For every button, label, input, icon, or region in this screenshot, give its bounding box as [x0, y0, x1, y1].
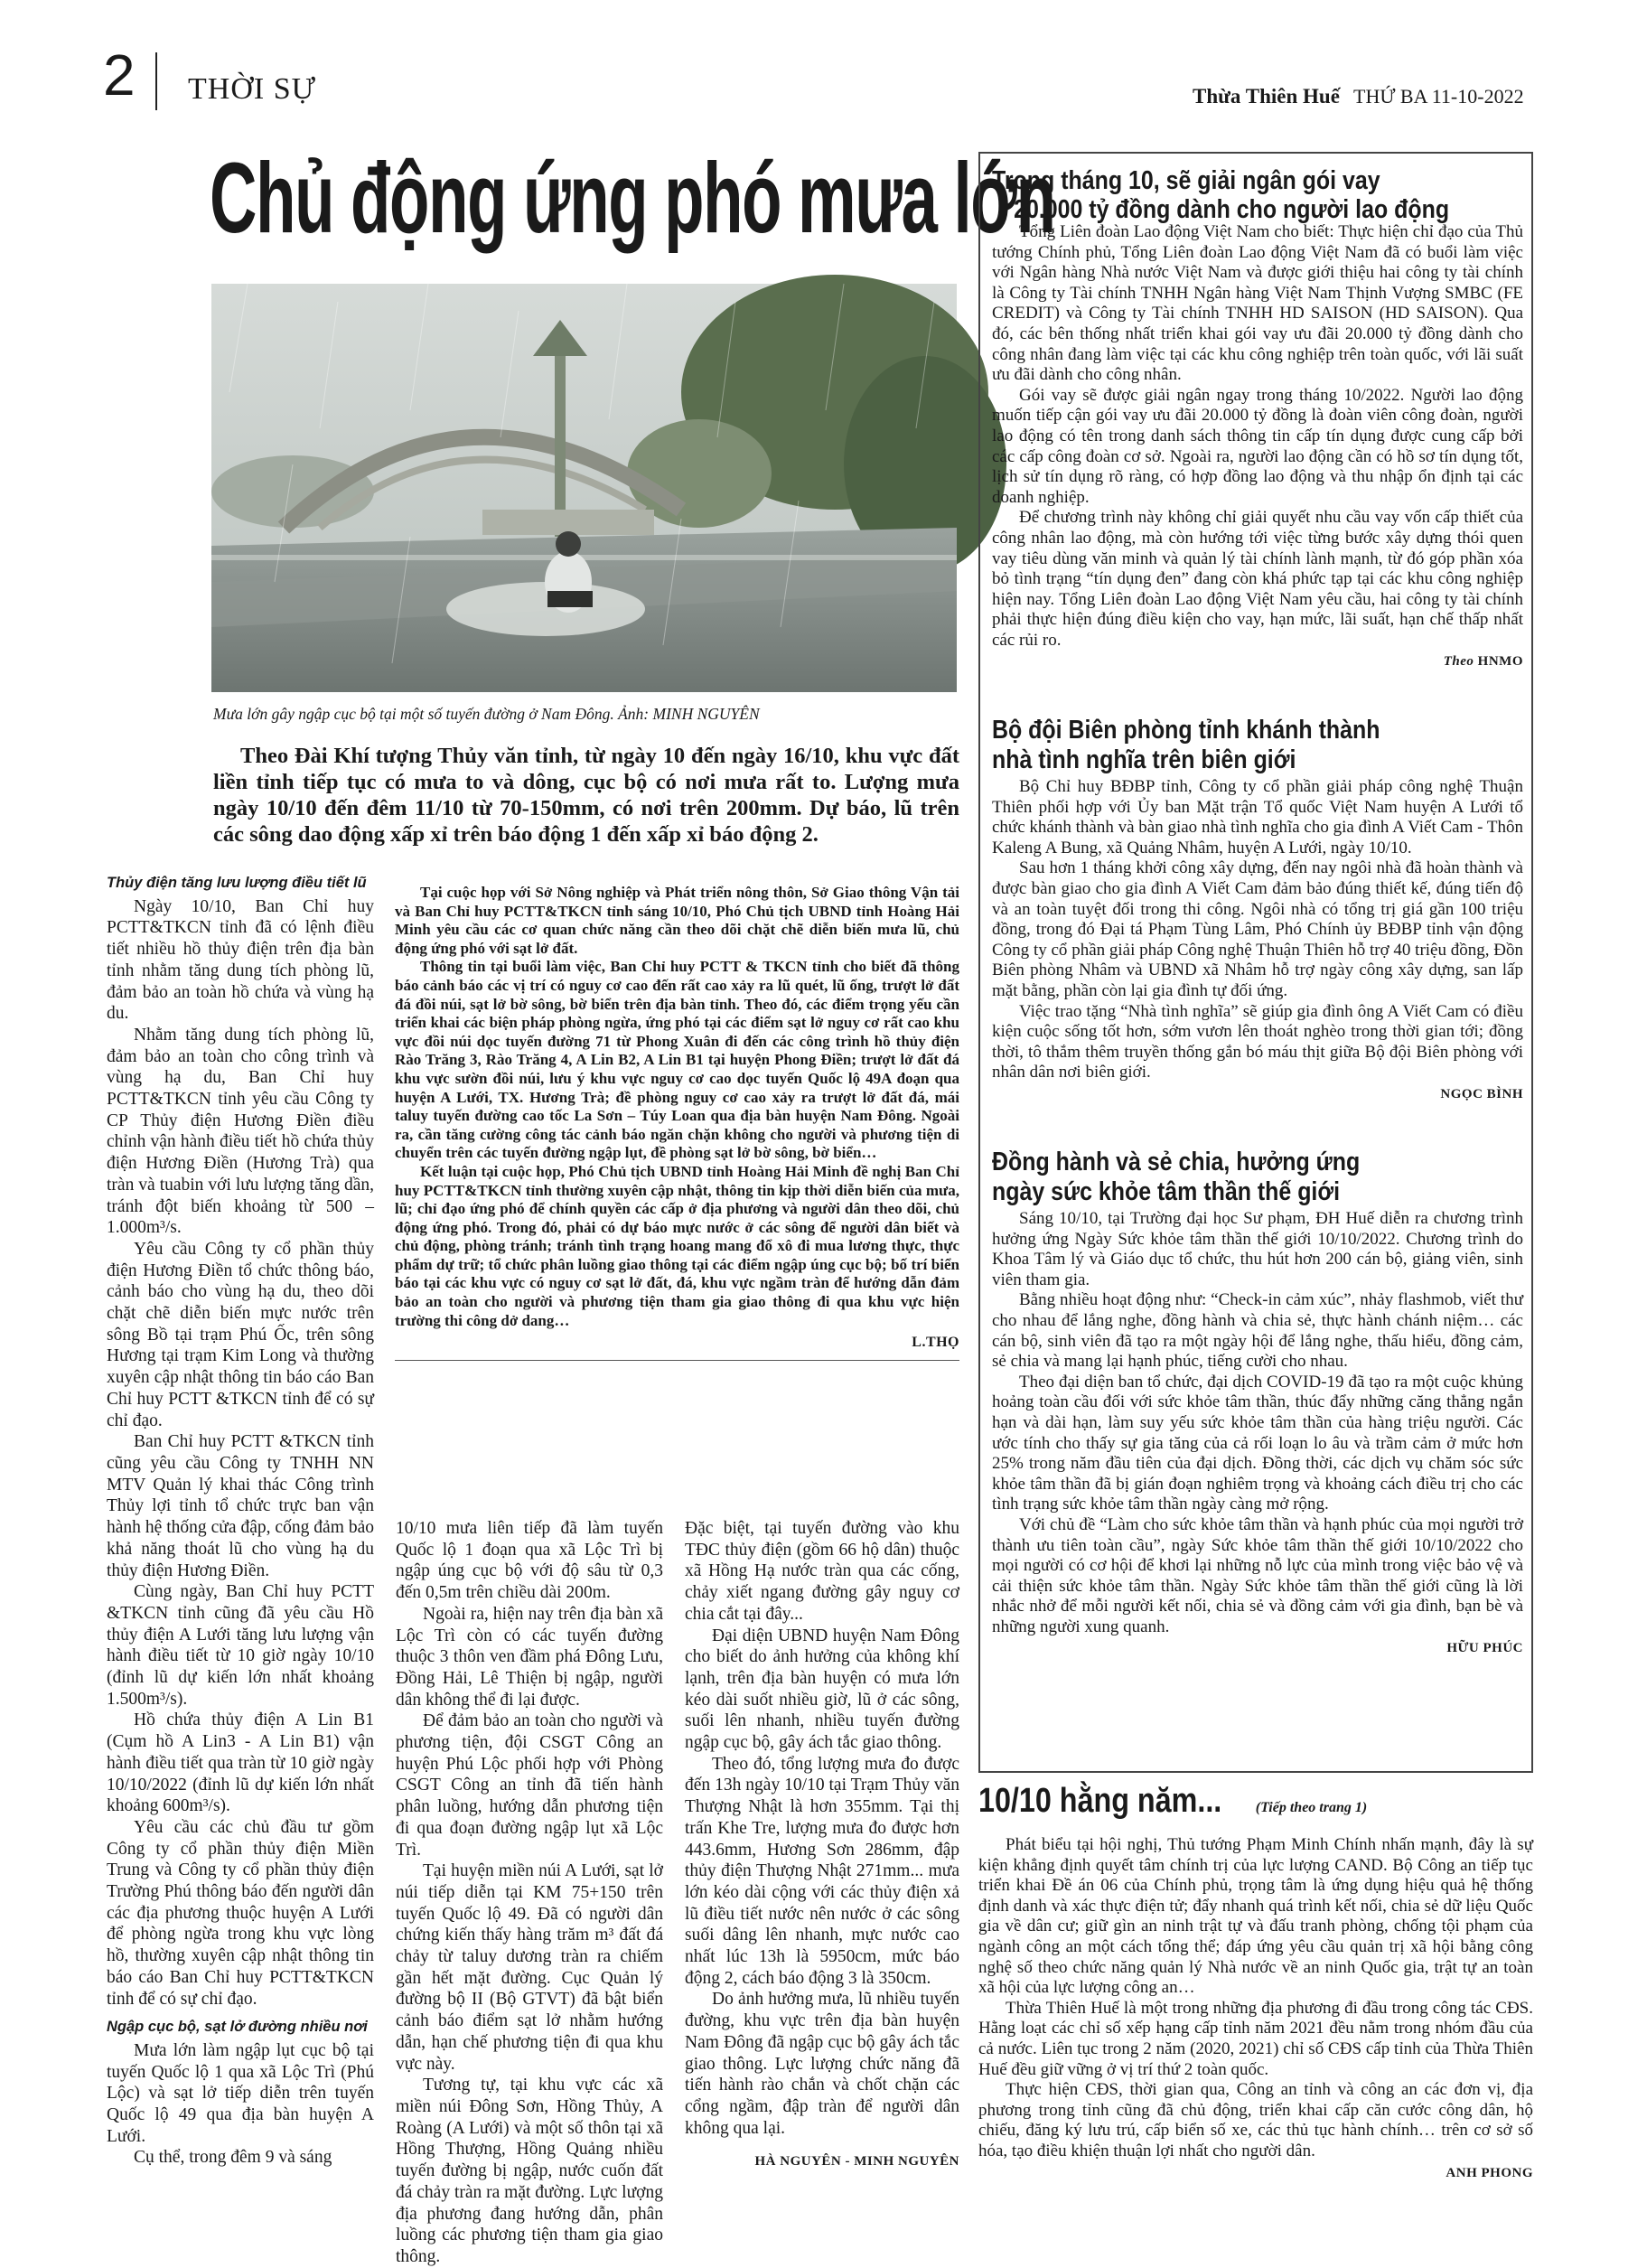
meeting-box-credit: L.THỌ [912, 1335, 959, 1351]
main-column-2 [396, 1518, 663, 2268]
continued-article-credit: ANH PHONG [1446, 2165, 1533, 2180]
headline-line: 20.000 tỷ đồng dành cho người lao động [1014, 195, 1450, 224]
flood-photo [211, 284, 957, 692]
sidebar-paragraph: Sáng 10/10, tại Trường đại học Sư phạm, ĐH Huế diễn ra chương trình hưởng ứng Ngày Sức khỏe tâm thần thế giới 10/10/2022. Chương trình do Khoa Tâm lý và Giáo dục tổ chức, thu hút hơn 200 cán bộ, giảng viên, sinh viên tham gia. [992, 1209, 1523, 1289]
sidebar-article-loan [992, 166, 1523, 670]
continued-article [978, 1782, 1533, 2181]
main-column-3 [685, 1518, 959, 2173]
col3-paragraph: Đại diện UBND huyện Nam Đông cho biết do ảnh hưởng của không khí lạnh, trên địa bàn huyện có mưa lớn kéo dài suốt nhiều giờ, lũ ở các sông, suối lên nhanh, nhiều tuyến đường ngập cục bộ, gây ách tắc giao thông. [685, 1626, 959, 1753]
newspaper-name: Thừa Thiên Huế [1193, 85, 1340, 108]
col3-paragraph: Đặc biệt, tại tuyến đường vào khu TĐC thủy điện (gồm 66 hộ dân) thuộc xã Hồng Hạ nước tràn qua các cống, chảy xiết ngang đường gây nguy cơ chia cắt tại đây... [685, 1519, 959, 1624]
sidebar-paragraph: Sau hơn 1 tháng khởi công xây dựng, đến nay ngôi nhà đã hoàn thành và được bàn giao cho gia đình A Viết Cam đảm bảo đúng thiết kế, đúng tiến độ và an toàn tuyệt đối trong thi công. Ngôi nhà có tổng trị giá gần 100 triệu đồng, trong đó Đại tá Phạm Tùng Lâm, Phó Chính ủy BĐBP tỉnh vận động Công ty cổ phần giải pháp Công nghệ Thuận Thiên hỗ trợ 40 triệu đồng, Đồn Biên phòng Nhâm và UBND xã Nhâm hỗ trợ ngày công xây dựng, san lấp mặt bằng, phần còn lại gia đình tự đối ứng. [992, 858, 1523, 1000]
issue-date: THỨ BA 11-10-2022 [1353, 85, 1524, 108]
meeting-box-rule [395, 1360, 959, 1361]
sidebar-article-loan-body [992, 222, 1523, 651]
sidebar-paragraph: Bằng nhiều hoạt động như: “Check-in cảm xúc”, nhảy flashmob, viết thư cho nhau để lắng nghe, đồng hành và chia sẻ, thực hành chánh niệm… các cán bộ, sinh viên đã tạo ra một ngày hội để lắng nghe, thấu hiểu, đồng cảm, sẻ chia và mang lại hạnh phúc, tiếng cười cho nhau. [992, 1290, 1523, 1372]
continued-paragraph: Phát biểu tại hội nghị, Thủ tướng Phạm Minh Chính nhấn mạnh, đây là sự kiện khẳng định quyết tâm chính trị của lực lượng CAND. Bộ Công an tiếp tục triển khai Đề án 06 của Chính phủ, trọng tâm là ứng dụng hiệu quả hệ thống định danh và xác thực điện tử; đẩy nhanh quá trình kết nối, chia sẻ dữ liệu Quốc gia về dân cư; giữ gìn an ninh trật tự và đấu tranh phòng, chống tội phạm của ngành công an một cách tổng thể; đáp ứng yêu cầu quản trị xã hội bằng công nghệ số theo chức năng quản lý Nhà nước về an ninh Quốc gia, trật tự an toàn xã hội của lực lượng công an… [978, 1835, 1533, 1998]
continued-paragraph: Thực hiện CĐS, thời gian qua, Công an tỉnh và công an các đơn vị, địa phương trong tỉnh cũng đã chủ động, triển khai cấp căn cước công dân, hộ chiếu, đăng ký lưu trú, cấp biển số xe, các thủ tục hành chính… trên cơ sở số hóa, tạo điều khiện thuận lợi nhất cho người dân. [978, 2080, 1533, 2160]
meeting-box [395, 884, 959, 1361]
sidebar-paragraph: Tổng Liên đoàn Lao động Việt Nam cho biết: Thực hiện chỉ đạo của Thủ tướng Chính phủ, Tổng Liên đoàn Lao động Việt Nam đã có buổi làm việc với Ngân hàng Nhà nước Việt Nam và được giới thiệu hai công ty tài chính là Công ty Tài chính TNHH Ngân hàng Việt Nam Thịnh Vượng SMBC (FE CREDIT) và Công ty Tài chính TNHH HD SAISON (HD SAISON). Qua đó, các bên thống nhất triển khai gói vay ưu đãi 20.000 tỷ đồng dành cho công nhân đang làm việc tại các khu công nghiệp trên toàn quốc, với lãi suất ưu đãi dành cho công nhân. [992, 222, 1523, 385]
col3-paragraph: Do ảnh hưởng mưa, lũ nhiều tuyến đường, khu vực trên địa bàn huyện Nam Đông đã ngập cục bộ gây ách tắc giao thông. Lực lượng chức năng đã tiến hành rào chắn và chốt chặn các cổng ngầm, đập tràn để người dân không qua lại. [685, 1990, 959, 2138]
headline-line: Đồng hành và sẻ chia, hưởng ứng [992, 1148, 1361, 1176]
col1-paragraph: Ban Chỉ huy PCTT &TKCN tỉnh cũng yêu cầu Công ty TNHH NN MTV Quản lý khai thác Công trình Thủy lợi tỉnh tổ chức trực ban vận hành hệ thống cửa đập, cống đảm bảo khả năng thoát lũ cho vùng hạ du thủy điện Hương Điền. [107, 1432, 374, 1580]
headline-line: nhà tình nghĩa trên biên giới [992, 745, 1296, 774]
sidebar-paragraph: Với chủ đề “Làm cho sức khỏe tâm thần và hạnh phúc của mọi người trở thành ưu tiên toàn cầu”, ngày Sức khỏe tâm thần thế giới 10/10/2022 cho mọi người có cơ hội để khơi lại những nỗ lực của mình trong việc bảo vệ và cải thiện sức khỏe tâm thần. Ngày Sức khỏe tâm thần thế giới cũng là lời nhắc nhở để mỗi người kết nối, chia sẻ và đồng cảm với gia đình, bạn bè và những người xung quanh. [992, 1514, 1523, 1636]
headline-line: Bộ đội Biên phòng tỉnh khánh thành [992, 716, 1380, 745]
header-divider-vertical [155, 52, 157, 110]
sidebar-article-border-guard-body [992, 777, 1523, 1083]
sidebar-article-mental-health-body [992, 1209, 1523, 1637]
sidebar-paragraph: Gói vay sẽ được giải ngân ngay trong tháng 10/2022. Người lao động muốn tiếp cận gói vay ưu đãi 20.000 tỷ đồng là đoàn viên công đoàn, người lao động có tên trong danh sách thông tin cấp tín dụng được cung cấp bởi các cấp công đoàn cơ sở. Ngoài ra, người lao động cần có hồ sơ tín dụng tốt, lịch sử tín dụng rõ ràng, có hợp đồng lao động và thu nhập ổn định tại các doanh nghiệp. [992, 385, 1523, 507]
col1-paragraph: Cụ thể, trong đêm 9 và sáng [134, 2148, 332, 2168]
col1-paragraph: Hồ chứa thủy điện A Lin B1 (Cụm hồ A Lin3 - A Lin B1) vận hành điều tiết qua tràn từ 10 giờ ngày 10/10/2022 (đỉnh lũ dự kiến lớn nhất khoảng 600m³/s). [107, 1710, 374, 1816]
col2-paragraph: Ngoài ra, hiện nay trên địa bàn xã Lộc Trì còn có các tuyến đường thuộc 3 thôn ven đầm phá Đông Lưu, Đồng Hải, Lê Thiện bị ngập, người dân không thể đi lại được. [396, 1604, 663, 1710]
col1-paragraph: Mưa lớn làm ngập lụt cục bộ tại tuyến Quốc lộ 1 qua xã Lộc Trì (Phú Lộc) và sạt lở tiếp diễn trên tuyến Quốc lộ 49 qua địa bàn huyện A Lưới. [107, 2040, 374, 2146]
meeting-box-paragraph: Kết luận tại cuộc họp, Phó Chủ tịch UBND tỉnh Hoàng Hải Minh đề nghị Ban Chỉ huy PCTT&TKCN tỉnh thường xuyên cập nhật, thông tin kịp thời diễn biến của mưa, lũ; chỉ đạo ứng phó để chính quyền các cấp ở địa phương và người dân theo dõi, chủ động ứng phó. Trong đó, phải có dự báo mực nước ở các sông để người dân biết và chủ động, phòng tránh; tránh tình trạng hoang mang đổ xô đi mua lương thực, thực phẩm dự trữ; tổ chức phân luồng giao thông tại các điểm ngập úng cục bộ; bố trí biển báo tại các khu vực có nguy cơ sạt lở đất, đá, khu vực ngầm tràn để hướng dẫn đảm bảo an toàn cho người và phương tiện tham gia giao thông đi qua khu vực hiện trường thi công dở dang… [395, 1162, 959, 1329]
headline-line: ngày sức khỏe tâm thần thế giới [992, 1177, 1341, 1206]
col2-paragraph: Tại huyện miền núi A Lưới, sạt lở núi tiếp diễn tại KM 75+150 trên tuyến Quốc lộ 49. Đã có người dân chứng kiến thấy hàng trăm m³ đất đá chảy từ taluy dương tràn ra chiếm gần hết mặt đường. Cục Quản lý đường bộ II (Bộ GTVT) đã bật biển cảnh báo điểm sạt lở nhằm hướng dẫn, hạn chế phương tiện đi qua khu vực này. [396, 1861, 663, 2074]
meeting-box-paragraph: Tại cuộc họp với Sở Nông nghiệp và Phát triển nông thôn, Sở Giao thông Vận tải và Ban Chỉ huy PCTT&TKCN tỉnh sáng 10/10, Phó Chủ tịch UBND tỉnh Hoàng Hải Minh yêu cầu các cơ quan chức năng cần theo dõi chặt chẽ diễn biến mưa lũ, chủ động ứng phó với sạt lở đất. [395, 884, 959, 957]
col2-paragraph: 10/10 mưa liên tiếp đã làm tuyến Quốc lộ 1 đoạn qua xã Lộc Trì bị ngập úng cục bộ với độ sâu từ 0,3 đến 0,5m trên chiều dài 200m. [396, 1519, 663, 1603]
sidebar-paragraph: Để chương trình này không chỉ giải quyết nhu cầu vay vốn cấp thiết của công nhân lao động, mà còn hướng tới việc từng bước xây dựng thói quen vay tiêu dùng văn minh và quản lý tài chính lành mạnh, từ đó góp phần xóa bỏ tình trạng “tín dụng đen” đang còn khá phức tạp tại các khu công nghiệp hiện nay. Tổng Liên đoàn Lao động Việt Nam yêu cầu, hai công ty tài chính phải thực hiện đúng điều kiện cho vay, hạn mức, lãi suất, hạn chế thấp nhất các rủi ro. [992, 508, 1523, 650]
sidebar-article-mental-health-title [992, 1148, 1522, 1207]
continued-paragraph: Thừa Thiên Huế là một trong những địa phương đi đầu trong công tác CĐS. Hằng loạt các chỉ số xếp hạng cấp tỉnh năm 2021 đều nằm trong nhóm đầu của cả nước. Liên tục trong 2 năm (2020, 2021) chỉ số CĐS cấp tỉnh của Thừa Thiên Huế đều giữ vững ở vị trí thứ 2 toàn quốc. [978, 1998, 1533, 2079]
page-number: 2 [103, 42, 136, 108]
col3-paragraph: Theo đó, tổng lượng mưa đo được đến 13h ngày 10/10 tại Trạm Thủy văn Thượng Nhật là hơn 355mm. Tại thị trấn Khe Tre, lượng mưa đo được hơn 443.6mm, Hương Sơn 286mm, đập thủy điện Thượng Nhật 271mm... mưa lớn kéo dài cộng với các thủy điện xả lũ điều tiết nước nên nước ở các sông suối dâng lên nhanh, mực nước cao nhất lúc 13h là 5950cm, mức báo động 2, cách báo động 3 là 350cm. [685, 1754, 959, 1988]
continued-article-title: 10/10 hằng năm... [978, 1782, 1222, 1820]
sidebar-article-border-guard [992, 716, 1523, 1102]
sidebar-paragraph: Bộ Chỉ huy BĐBP tỉnh, Công ty cổ phần giải pháp công nghệ Thuận Thiên phối hợp với Ủy ban Mặt trận Tổ quốc Việt Nam huyện A Lưới tổ chức khánh thành và bàn giao nhà tình nghĩa cho gia đình A Viết Cam - Thôn Kaleng A Bung, xã Quảng Nhâm, huyện A Lưới, ngày 10/10. [992, 777, 1523, 858]
credit-source: HNMO [1477, 654, 1523, 670]
sidebar-article-border-guard-title [992, 716, 1522, 775]
flood-photo-image [211, 284, 957, 692]
section-label: THỜI SỰ [188, 72, 316, 106]
col1-paragraph: Ngày 10/10, Ban Chỉ huy PCTT&TKCN tỉnh đã có lệnh điều tiết nhiều hồ thủy điện trên địa bàn tỉnh nhằm tăng dung tích phòng lũ, đảm bảo an toàn hồ chứa và vùng hạ du. [107, 896, 374, 1024]
continued-article-body [978, 1835, 1533, 2162]
lead-paragraph: Theo Đài Khí tượng Thủy văn tỉnh, từ ngày 10 đến ngày 16/10, khu vực đất liền tỉnh tiếp tục có mưa to và dông, cục bộ có nơi mưa rất to. Lượng mưa ngày 10/10 đến đêm 11/10 từ 70-150mm, có nơi trên 200mm. Dự báo, lũ trên các sông dao động xấp xỉ trên báo động 1 đến xấp xỉ báo động 2. [213, 744, 959, 847]
continued-article-heading [978, 1782, 1533, 1821]
col1-paragraph: Cùng ngày, Ban Chỉ huy PCTT &TKCN tỉnh cũng đã yêu cầu Hồ thủy điện A Lưới tăng lưu lượng vận hành điều tiết từ 10 giờ ngày 10/10 (đỉnh lũ dự kiến lớn nhất khoảng 1.500m³/s). [107, 1582, 374, 1709]
continued-from-note: (Tiếp theo trang 1) [1255, 1800, 1368, 1815]
main-headline [210, 143, 1055, 269]
sidebar-article-mental-health-credit: HỮU PHÚC [1446, 1641, 1523, 1656]
main-headline-text: Chủ động ứng phó mưa lớn [210, 143, 1055, 254]
photo-caption [213, 705, 963, 724]
photo-credit: Ảnh: MINH NGUYÊN [618, 705, 760, 723]
subheading-hydropower: Thủy điện tăng lưu lượng điều tiết lũ [107, 875, 367, 891]
photo-caption-text: Mưa lớn gây ngập cục bộ tại một số tuyến đường ở Nam Đông. [213, 705, 614, 723]
col2-paragraph: Để đảm bảo an toàn cho người và phương tiện, đội CSGT Công an huyện Phú Lộc phối hợp với Phòng CSGT Công an tỉnh đã tiến hành phân luồng, hướng dẫn phương tiện đi qua đoạn đường ngập lụt xã Lộc Trì. [396, 1711, 663, 1860]
sidebar-article-loan-title [992, 166, 1522, 224]
headline-line: Trong tháng 10, sẽ giải ngân gói vay [992, 166, 1380, 195]
col1-paragraph: Yêu cầu Công ty cổ phần thủy điện Hương Điền tổ chức thông báo, cảnh báo cho vùng hạ du, theo dõi chặt chẽ diễn biến mực nước trên sông Bồ tại trạm Phú Ốc, trên sông Hương tại trạm Kim Long và thường xuyên cập nhật thông tin báo cáo Ban Chỉ huy PCTT &TKCN tỉnh để có sự chỉ đạo. [107, 1239, 374, 1430]
sidebar-article-mental-health [992, 1148, 1523, 1656]
col2-paragraph: Tương tự, tại khu vực các xã miền núi Đông Sơn, Hồng Thủy, A Roàng (A Lưới) và một số thôn tại xã Hồng Thượng, Hồng Quảng nhiều tuyến đường bị ngập, nước cuốn đất đá chảy tràn ra mặt đường. Lực lượng địa phương đang hướng dẫn, phân luồng các phương tiện tham gia giao thông. [396, 2076, 663, 2266]
col1-paragraph: Nhằm tăng dung tích phòng lũ, đảm bảo an toàn cho công trình và vùng hạ du, Ban Chỉ huy PCTT&TKCN tỉnh yêu cầu Công ty CP Thủy điện Hương Điền điều chỉnh vận hành điều tiết hồ chứa thủy điện Hương Điền (Hương Trà) qua tràn và tuabin với lưu lượng tăng dần, tránh đột biến khoảng từ 500 – 1.000m³/s. [107, 1025, 374, 1238]
main-column-1 [107, 873, 374, 2169]
sidebar-paragraph: Theo đại diện ban tổ chức, đại dịch COVID-19 đã tạo ra một cuộc khủng hoảng toàn cầu đối với sức khỏe tâm thần, thúc đẩy những căng thẳng ngắn hạn và dài hạn, làm suy yếu sức khỏe tâm thần của hàng triệu người. Các ước tính cho thấy sự gia tăng của cả rối loạn lo âu và trầm cảm ở mức hơn 25% trong năm đầu tiên của đại dịch. Đồng thời, các dịch vụ chăm sóc sức khỏe tâm thần đã bị gián đoạn nghiêm trọng và khoảng cách điều trị cho các tình trạng sức khỏe tâm thần ngày càng mở rộng. [992, 1372, 1523, 1514]
subheading-flooding: Ngập cục bộ, sạt lở đường nhiều nơi [107, 2019, 368, 2036]
page-header [98, 42, 1536, 117]
col1-paragraph: Yêu cầu các chủ đầu tư gồm Công ty cổ phần thủy điện Miền Trung và Công ty cổ phần thủy điện Trường Phú thông báo đến người dân các địa phương thuộc huyện A Lưới để phòng ngừa trong khu vực lòng hồ, thường xuyên cập nhật thông tin báo cáo Ban Chỉ huy PCTT&TKCN tỉnh để có sự chỉ đạo. [107, 1817, 374, 2009]
credit-prefix: Theo [1443, 654, 1474, 670]
meeting-box-paragraph: Thông tin tại buổi làm việc, Ban Chỉ huy PCTT & TKCN tỉnh cho biết đã thông báo cảnh báo các vị trí có nguy cơ cao đến rất cao xảy ra lũ quét, lũ ống, trượt lở đất đá đồi núi, sạt lở bờ sông, bờ biển trên địa bàn tỉnh. Theo đó, các điểm trọng yếu cần triển khai các biện pháp phòng ngừa, ứng phó tại các điểm sạt lở nguy cơ rất cao khu vực đồi núi dọc tuyến đường 71 từ Phong Xuân đi đến các công trình hồ thủy điện Rào Trăng 3, Rào Trăng 4, A Lin B2, A Lin B1 tại huyện Phong Điền; trượt lở đất đá khu vực sườn đồi núi, lưu ý khu vực nguy cơ cao dọc tuyến Quốc lộ 49A đoạn qua huyện A Lưới, TX. Hương Trà; đề phòng nguy cơ cao xảy ra trượt lở đất đá, mái taluy tuyến đường cao tốc La Sơn – Túy Loan qua địa bàn huyện Nam Đông. Ngoài ra, cần tăng cường công tác cảnh báo ngăn chặn không cho người và phương tiện di chuyển trên các tuyến đường ngập lụt, đề phòng sạt lở bờ sông, bờ biển… [395, 958, 959, 1162]
sidebar-paragraph: Việc trao tặng “Nhà tình nghĩa” sẽ giúp gia đình ông A Viết Cam có điều kiện cuộc sống tốt hơn, sớm vươn lên thoát nghèo trong thời gian tới; đồng thời, tô thắm thêm truyền thống gắn bó máu thịt giữa Bộ đội Biên phòng với nhân dân nơi biên giới. [992, 1001, 1523, 1082]
sidebar-article-loan-credit [992, 654, 1523, 670]
sidebar-article-border-guard-credit: NGỌC BÌNH [1440, 1086, 1523, 1101]
main-article-credit: HÀ NGUYÊN - MINH NGUYÊN [754, 2154, 959, 2170]
